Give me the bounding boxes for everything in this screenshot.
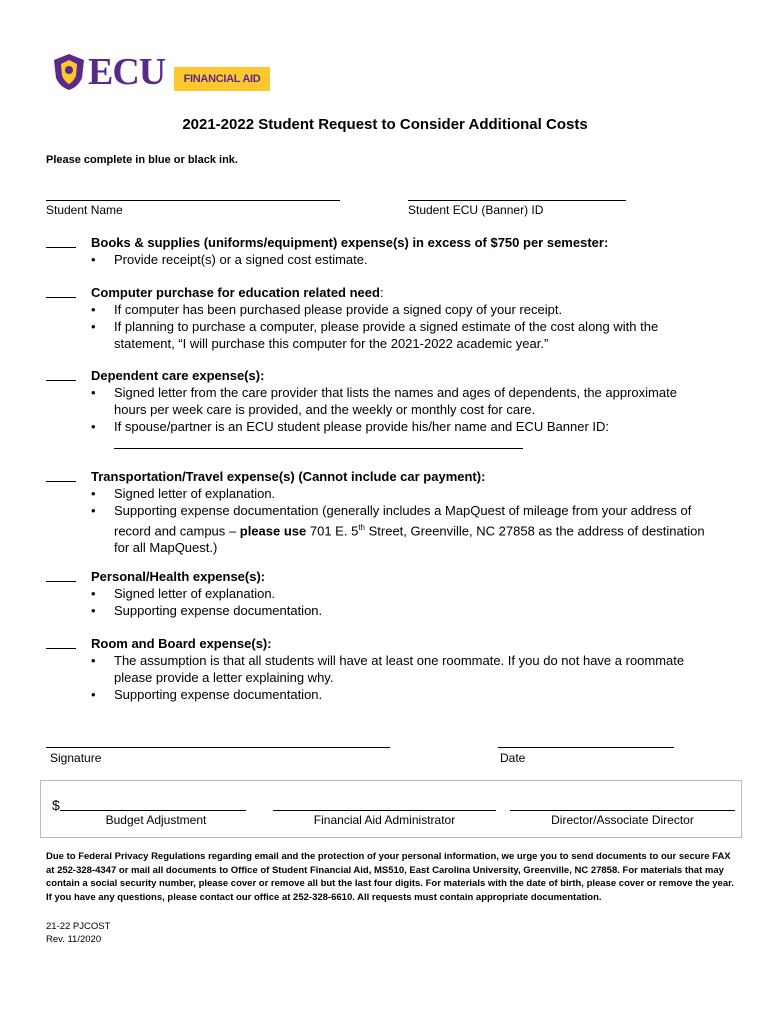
list-item: • If planning to purchase a computer, please provide a signed estimate of the cost along with the statement, “I will purchase this computer for the 2021-2022 academic year.” xyxy=(91,318,711,352)
financial-aid-admin-field[interactable] xyxy=(273,810,496,811)
dollar-sign: $ xyxy=(52,797,60,813)
student-id-field[interactable] xyxy=(408,200,626,201)
books-check-blank[interactable] xyxy=(46,247,76,248)
computer-check-blank[interactable] xyxy=(46,297,76,298)
transportation-check-blank[interactable] xyxy=(46,481,76,482)
room-board-check-blank[interactable] xyxy=(46,648,76,649)
budget-adjustment-label: Budget Adjustment xyxy=(105,813,207,827)
transportation-section-title: Transportation/Travel expense(s) (Cannot include car payment): xyxy=(91,469,486,484)
personal-section-title: Personal/Health expense(s): xyxy=(91,569,266,584)
director-label: Director/Associate Director xyxy=(551,813,694,827)
dependent-section-title: Dependent care expense(s): xyxy=(91,368,265,383)
books-items xyxy=(91,251,711,268)
form-footer xyxy=(46,920,110,946)
office-use-box xyxy=(40,780,742,838)
form-code: 21-22 PJCOST xyxy=(46,921,111,932)
student-id-label: Student ECU (Banner) ID xyxy=(408,203,544,217)
dependent-items xyxy=(91,384,711,435)
ecu-financial-aid-logo xyxy=(52,50,270,94)
list-item: • Supporting expense documentation (generally includes a MapQuest of mileage from your address of record and campus – please use 701 E. 5th Street, Greenville, NC 27858 as the address of destination for all MapQuest.) xyxy=(91,502,711,556)
pirate-shield-icon xyxy=(52,52,86,92)
room-board-section-title: Room and Board expense(s): xyxy=(91,636,272,651)
privacy-notice: Due to Federal Privacy Regulations regarding email and the protection of your personal information, we urge you to send documents to our secure FAX at 252-328-4347 or mail all documents to Office of Student Financial Aid, MS510, East Carolina University, Greenville, NC 27858. For materials that may contain a social security number, please cover or remove all but the last four digits. For materials with the date of birth, please cover or remove the year. If you have any questions, please contact our office at 252-328-6610. All requests must contain appropriate documentation. xyxy=(46,851,734,903)
books-section-title: Books & supplies (uniforms/equipment) expense(s) in excess of $750 per semester: xyxy=(91,235,609,250)
personal-check-blank[interactable] xyxy=(46,581,76,582)
budget-adjustment-field[interactable] xyxy=(60,810,246,811)
signature-label: Signature xyxy=(50,751,102,765)
date-label: Date xyxy=(500,751,526,765)
list-item: • If computer has been purchased please provide a signed copy of your receipt. xyxy=(91,301,711,318)
revision-date: Rev. 11/2020 xyxy=(46,934,102,945)
student-name-field[interactable] xyxy=(46,200,340,201)
ink-instruction: Please complete in blue or black ink. xyxy=(46,154,238,166)
list-item: • Signed letter from the care provider that lists the names and ages of dependents, the approximate hours per week care is provided, and the weekly or monthly cost for care. xyxy=(91,384,711,418)
computer-section-title: Computer purchase for education related need: xyxy=(91,285,384,300)
list-item: • Provide receipt(s) or a signed cost estimate. xyxy=(91,251,711,268)
date-field[interactable] xyxy=(498,747,674,748)
list-item: • Supporting expense documentation. xyxy=(91,686,711,703)
student-name-label: Student Name xyxy=(46,203,123,217)
logo-ecu-text: ECU xyxy=(88,51,166,93)
logo-financial-aid-badge: FINANCIAL AID xyxy=(174,67,270,91)
transportation-items xyxy=(91,485,711,556)
signature-field[interactable] xyxy=(46,747,390,748)
list-item: • If spouse/partner is an ECU student please provide his/her name and ECU Banner ID: xyxy=(91,418,711,435)
personal-items xyxy=(91,585,711,619)
list-item: • Signed letter of explanation. xyxy=(91,585,711,602)
list-item: • Supporting expense documentation. xyxy=(91,602,711,619)
director-field[interactable] xyxy=(510,810,735,811)
computer-items xyxy=(91,301,711,352)
list-item: • Signed letter of explanation. xyxy=(91,485,711,502)
page-title: 2021-2022 Student Request to Consider Additional Costs xyxy=(182,116,588,133)
room-board-items xyxy=(91,652,711,703)
dependent-check-blank[interactable] xyxy=(46,380,76,381)
financial-aid-admin-label: Financial Aid Administrator xyxy=(313,813,456,827)
list-item: • The assumption is that all students will have at least one roommate. If you do not have a roommate please provide a letter explaining why. xyxy=(91,652,711,686)
spouse-banner-id-field[interactable] xyxy=(114,448,523,449)
